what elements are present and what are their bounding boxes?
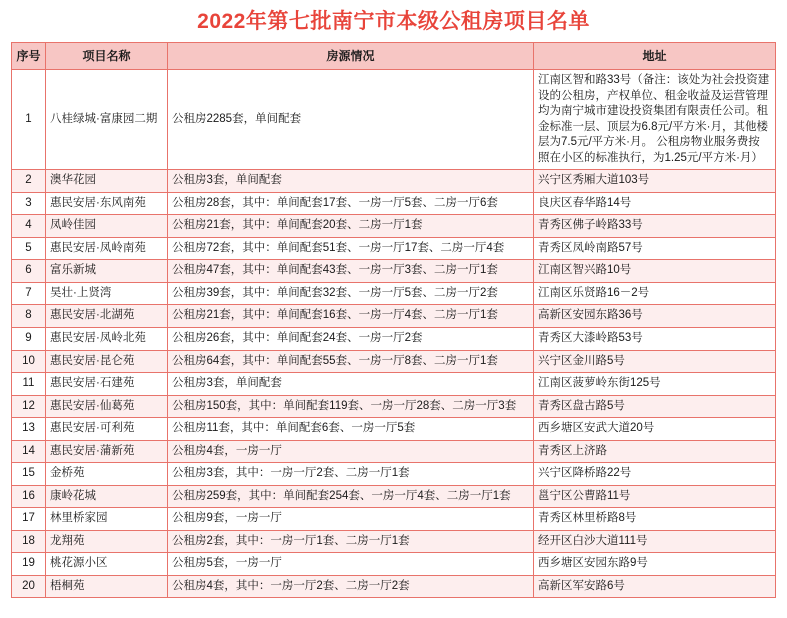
cell-address: 江南区乐贤路16－2号 — [534, 282, 776, 305]
table-row — [12, 215, 776, 238]
cell-project-name: 龙翔苑 — [46, 530, 168, 553]
cell-housing-info: 公租房39套，其中：单间配套32套、一房一厅5套、二房一厅2套 — [168, 282, 534, 305]
cell-address: 邕宁区公曹路11号 — [534, 485, 776, 508]
cell-project-name: 金桥苑 — [46, 463, 168, 486]
cell-project-name: 桃花源小区 — [46, 553, 168, 576]
cell-project-name: 惠民安居·仙葛苑 — [46, 395, 168, 418]
table-row — [12, 192, 776, 215]
table-row — [12, 553, 776, 576]
cell-index: 6 — [12, 260, 46, 283]
table-row — [12, 260, 776, 283]
cell-address: 江南区菠萝岭东街125号 — [534, 373, 776, 396]
table-row — [12, 395, 776, 418]
cell-housing-info: 公租房11套，其中：单间配套6套、一房一厅5套 — [168, 418, 534, 441]
cell-address: 兴宁区秀厢大道103号 — [534, 170, 776, 193]
table-row — [12, 305, 776, 328]
table-row — [12, 373, 776, 396]
table-row — [12, 282, 776, 305]
table-row — [12, 485, 776, 508]
cell-project-name: 康岭花城 — [46, 485, 168, 508]
table-row — [12, 237, 776, 260]
column-header-project-name: 项目名称 — [46, 43, 168, 70]
table-header-row — [12, 43, 776, 70]
table-row — [12, 508, 776, 531]
page-title: 2022年第七批南宁市本级公租房项目名单 — [197, 10, 590, 33]
cell-housing-info: 公租房4套，其中：一房一厅2套、二房一厅2套 — [168, 575, 534, 598]
cell-address: 青秀区凤岭南路57号 — [534, 237, 776, 260]
cell-project-name: 惠民安居·东风南苑 — [46, 192, 168, 215]
table-row — [12, 327, 776, 350]
cell-housing-info: 公租房21套，其中：单间配套16套、一房一厅4套、二房一厅1套 — [168, 305, 534, 328]
cell-address: 西乡塘区安园东路9号 — [534, 553, 776, 576]
cell-index: 12 — [12, 395, 46, 418]
table-row — [12, 530, 776, 553]
cell-project-name: 惠民安居·凤岭南苑 — [46, 237, 168, 260]
cell-housing-info: 公租房150套，其中：单间配套119套、一房一厅28套、二房一厅3套 — [168, 395, 534, 418]
cell-project-name: 惠民安居·昆仑苑 — [46, 350, 168, 373]
cell-project-name: 澳华花园 — [46, 170, 168, 193]
cell-address: 经开区白沙大道111号 — [534, 530, 776, 553]
column-header-housing-info: 房源情况 — [168, 43, 534, 70]
cell-housing-info: 公租房3套，单间配套 — [168, 170, 534, 193]
cell-housing-info: 公租房3套，其中：一房一厅2套、二房一厅1套 — [168, 463, 534, 486]
cell-project-name: 昊壮·上贤湾 — [46, 282, 168, 305]
cell-address: 高新区安园东路36号 — [534, 305, 776, 328]
cell-housing-info: 公租房72套，其中：单间配套51套、一房一厅17套、二房一厅4套 — [168, 237, 534, 260]
cell-housing-info: 公租房26套，其中：单间配套24套、一房一厅2套 — [168, 327, 534, 350]
cell-index: 11 — [12, 373, 46, 396]
table-row — [12, 440, 776, 463]
table-row — [12, 463, 776, 486]
cell-address: 高新区军安路6号 — [534, 575, 776, 598]
cell-index: 13 — [12, 418, 46, 441]
cell-address: 青秀区大漆岭路53号 — [534, 327, 776, 350]
cell-housing-info: 公租房3套，单间配套 — [168, 373, 534, 396]
cell-address: 兴宁区金川路5号 — [534, 350, 776, 373]
cell-project-name: 惠民安居·凤岭北苑 — [46, 327, 168, 350]
cell-project-name: 八桂绿城·富康园二期 — [46, 70, 168, 170]
cell-index: 14 — [12, 440, 46, 463]
cell-address: 青秀区佛子岭路33号 — [534, 215, 776, 238]
table-row — [12, 170, 776, 193]
cell-project-name: 惠民安居·石建苑 — [46, 373, 168, 396]
cell-housing-info: 公租房21套，其中：单间配套20套、二房一厅1套 — [168, 215, 534, 238]
cell-index: 5 — [12, 237, 46, 260]
cell-address: 青秀区林里桥路8号 — [534, 508, 776, 531]
table-row — [12, 418, 776, 441]
cell-housing-info: 公租房64套，其中：单间配套55套、一房一厅8套、二房一厅1套 — [168, 350, 534, 373]
table-row — [12, 70, 776, 170]
public-rental-housing-table — [11, 42, 776, 598]
cell-index: 9 — [12, 327, 46, 350]
cell-index: 7 — [12, 282, 46, 305]
table-body — [12, 70, 776, 598]
table-row — [12, 350, 776, 373]
cell-index: 16 — [12, 485, 46, 508]
cell-index: 15 — [12, 463, 46, 486]
cell-project-name: 梧桐苑 — [46, 575, 168, 598]
cell-housing-info: 公租房2285套，单间配套 — [168, 70, 534, 170]
table-header — [12, 43, 776, 70]
cell-project-name: 惠民安居·可利苑 — [46, 418, 168, 441]
cell-address: 兴宁区降桥路22号 — [534, 463, 776, 486]
cell-address: 青秀区上济路 — [534, 440, 776, 463]
cell-index: 19 — [12, 553, 46, 576]
cell-housing-info: 公租房4套，一房一厅 — [168, 440, 534, 463]
cell-housing-info: 公租房2套，其中：一房一厅1套、二房一厅1套 — [168, 530, 534, 553]
cell-address: 良庆区春华路14号 — [534, 192, 776, 215]
cell-project-name: 惠民安居·蒲新苑 — [46, 440, 168, 463]
cell-project-name: 林里桥家园 — [46, 508, 168, 531]
cell-project-name: 富乐新城 — [46, 260, 168, 283]
cell-index: 10 — [12, 350, 46, 373]
column-header-address: 地址 — [534, 43, 776, 70]
cell-index: 3 — [12, 192, 46, 215]
cell-housing-info: 公租房47套，其中：单间配套43套、一房一厅3套、二房一厅1套 — [168, 260, 534, 283]
cell-index: 4 — [12, 215, 46, 238]
cell-housing-info: 公租房28套，其中：单间配套17套、一房一厅5套、二房一厅6套 — [168, 192, 534, 215]
cell-project-name: 惠民安居·北湖苑 — [46, 305, 168, 328]
cell-address: 江南区智和路33号（备注：该处为社会投资建设的公租房，产权单位、租金收益及运营管理均为南宁城市建设投资集团有限责任公司。租金标准一层、顶层为6.8元/平方米·月，其他楼层为7.5元/平方米·月。 公租房物业服务费按照在小区的标准执行，为1.25元/平方米·月） — [534, 70, 776, 170]
cell-index: 20 — [12, 575, 46, 598]
cell-housing-info: 公租房9套，一房一厅 — [168, 508, 534, 531]
cell-index: 1 — [12, 70, 46, 170]
cell-index: 8 — [12, 305, 46, 328]
column-header-index: 序号 — [12, 43, 46, 70]
cell-address: 青秀区盘古路5号 — [534, 395, 776, 418]
cell-housing-info: 公租房259套，其中：单间配套254套、一房一厅4套、二房一厅1套 — [168, 485, 534, 508]
table-row — [12, 575, 776, 598]
cell-address: 江南区智兴路10号 — [534, 260, 776, 283]
cell-address: 西乡塘区安武大道20号 — [534, 418, 776, 441]
cell-project-name: 凤岭佳园 — [46, 215, 168, 238]
cell-index: 2 — [12, 170, 46, 193]
cell-index: 18 — [12, 530, 46, 553]
cell-index: 17 — [12, 508, 46, 531]
cell-housing-info: 公租房5套，一房一厅 — [168, 553, 534, 576]
